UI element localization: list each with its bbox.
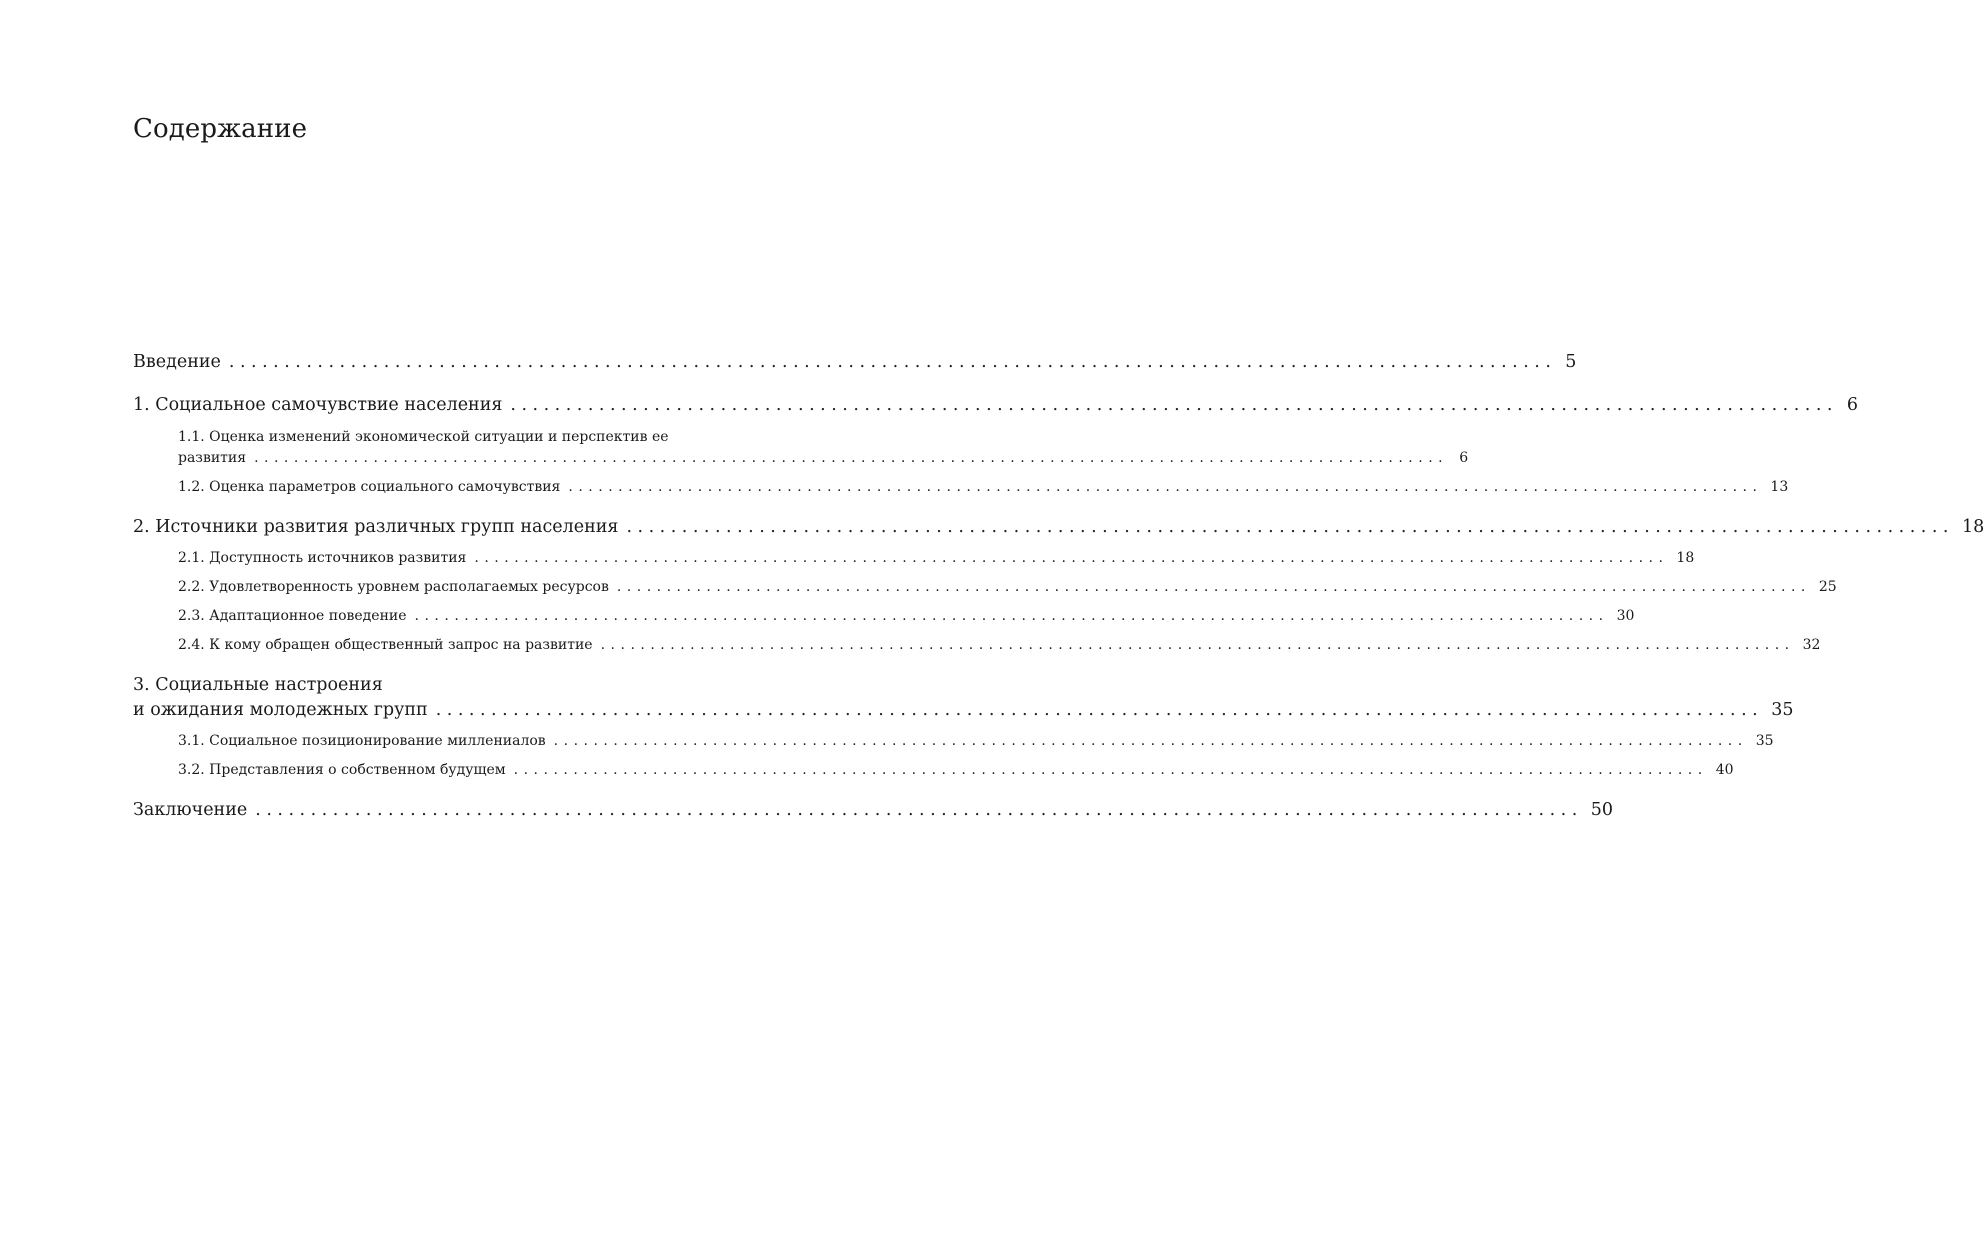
toc-page-number: 13: [1770, 479, 1789, 495]
dot-leader: ........................................................................................................................: [255, 800, 1583, 820]
toc-entry-text: 3.1. Социальное позиционирование миллениалов: [178, 733, 546, 749]
toc-entry-section-2-4: [133, 635, 1821, 656]
toc-entry-section-3-1: [133, 731, 1774, 752]
toc-entry-text: Введение: [133, 352, 221, 372]
toc-entry-chapter-1: [133, 393, 1858, 418]
toc-entry-text: 3.2. Представления о собственном будущем: [178, 762, 506, 778]
dot-leader: ........................................................................................................................: [553, 733, 1748, 749]
dot-leader: ........................................................................................................................: [513, 762, 1708, 778]
dot-leader: ........................................................................................................................: [435, 700, 1764, 720]
toc-page-number: 18: [1962, 517, 1984, 537]
toc-page-number: 35: [1771, 700, 1794, 720]
toc-entry-section-2-1: [133, 548, 1695, 569]
toc-entry-conclusion: [133, 798, 1614, 823]
toc-entry-text-line1: 3. Социальные настроения: [133, 675, 383, 695]
toc-entry-text: 2.3. Адаптационное поведение: [178, 608, 407, 624]
dot-leader: ........................................................................................................................: [228, 352, 1557, 372]
toc-page-number: 6: [1459, 450, 1469, 466]
dot-leader: ........................................................................................................................: [254, 450, 1449, 466]
toc-entry-section-1-2: [133, 477, 1789, 498]
toc-entry-text: 2.2. Удовлетворенность уровнем располагаемых ресурсов: [178, 579, 609, 595]
toc-entry-chapter-3: [133, 673, 1794, 723]
toc-entry-section-2-3: [133, 606, 1635, 627]
toc-page-number: 35: [1755, 733, 1774, 749]
toc-page-number: 40: [1715, 762, 1734, 778]
toc-entry-text-line2: развития: [178, 450, 247, 466]
page-title: Содержание: [133, 114, 308, 144]
toc-page-number: 5: [1565, 352, 1577, 372]
toc-page-number: 6: [1846, 395, 1858, 415]
toc-page-number: 30: [1616, 608, 1635, 624]
toc-entry-chapter-2: [133, 515, 1984, 540]
table-of-contents: [133, 350, 1984, 823]
toc-entry-section-1-1: [133, 427, 1469, 469]
toc-page-number: 50: [1590, 800, 1614, 820]
dot-leader: ........................................................................................................................: [474, 550, 1669, 566]
toc-entry-text-line2: и ожидания молодежных групп: [133, 700, 428, 720]
toc-entry-text: 2. Источники развития различных групп населения: [133, 517, 619, 537]
toc-page-number: 32: [1802, 637, 1821, 653]
toc-entry-section-3-2: [133, 760, 1734, 781]
toc-entry-section-2-2: [133, 577, 1837, 598]
toc-entry-intro: [133, 350, 1577, 375]
dot-leader: ........................................................................................................................: [600, 637, 1795, 653]
dot-leader: ........................................................................................................................: [616, 579, 1811, 595]
toc-entry-text: 2.1. Доступность источников развития: [178, 550, 467, 566]
toc-entry-text: 2.4. К кому обращен общественный запрос на развитие: [178, 637, 593, 653]
dot-leader: ........................................................................................................................: [626, 517, 1954, 537]
toc-entry-text: Заключение: [133, 800, 248, 820]
toc-page-number: 25: [1818, 579, 1837, 595]
dot-leader: ........................................................................................................................: [510, 395, 1838, 415]
toc-entry-text: 1.2. Оценка параметров социального самочувствия: [178, 479, 561, 495]
toc-entry-text: 1. Социальное самочувствие населения: [133, 395, 503, 415]
toc-page-number: 18: [1676, 550, 1695, 566]
toc-entry-text-line1: 1.1. Оценка изменений экономической ситуации и перспектив ее: [178, 429, 669, 445]
dot-leader: ........................................................................................................................: [414, 608, 1609, 624]
dot-leader: ........................................................................................................................: [568, 479, 1763, 495]
